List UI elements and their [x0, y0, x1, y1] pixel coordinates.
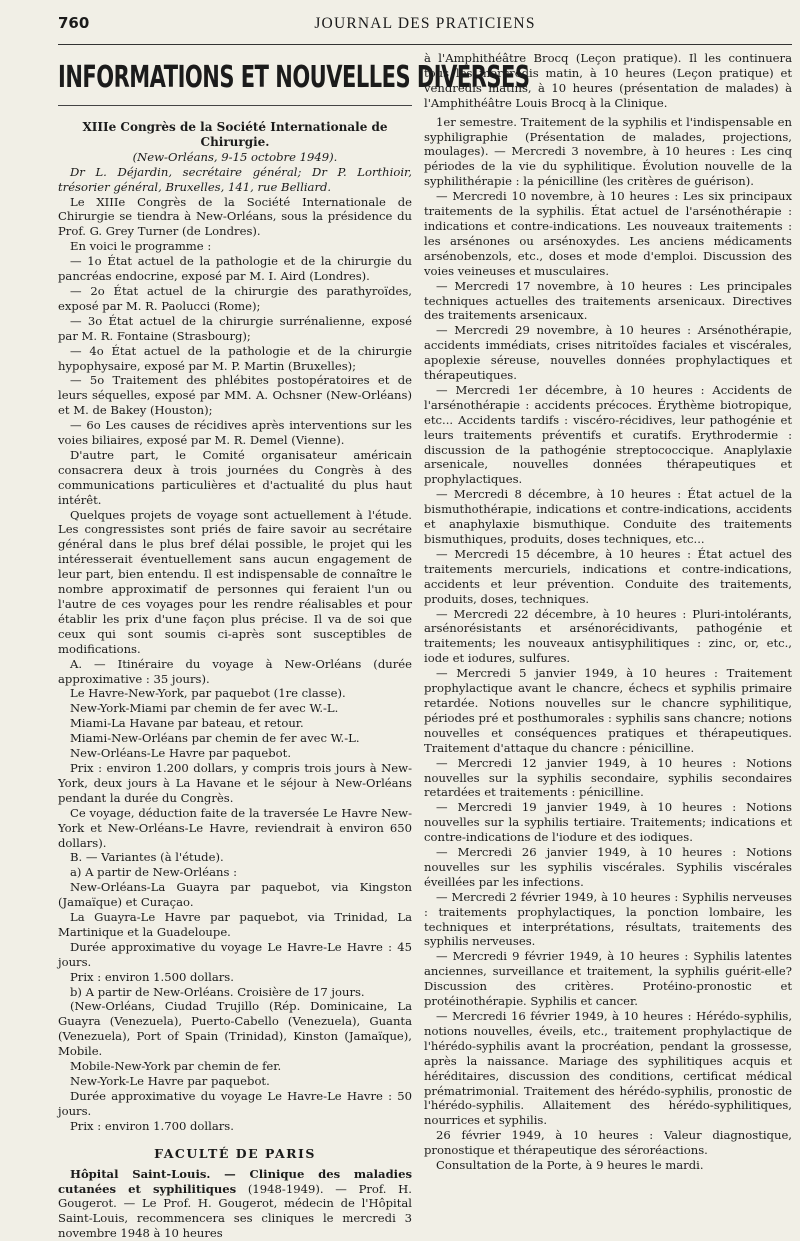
clinic-paragraph — [58, 1167, 412, 1241]
lesson-entry: — Mercredi 9 février 1949, à 10 heures : Syphilis latentes anciennes, surveillance et traitement, la syphilis guérit-elle? Discussion des critères. Protéino-pronostic et protéinothérapie. Syphilis et cancer. — [424, 949, 792, 1009]
paragraph: Ce voyage, déduction faite de la traversée Le Havre New-York et New-Orléans-Le Havre, reviendrait à environ 650 dollars). — [58, 805, 412, 850]
itinerary-line: (New-Orléans, Ciudad Trujillo (Rép. Dominicaine, La Guayra (Venezuela), Puerto-Cabello (Venezuela), Guanta (Venezuela), Port of Spain (Trinidad), Kinston (Jamaïque), Mobile. — [58, 999, 412, 1059]
itinerary-line: New-Orléans-La Guayra par paquebot, via Kingston (Jamaïque) et Curaçao. — [58, 880, 412, 910]
rubric-divider — [58, 105, 412, 106]
lesson-entry: — Mercredi 15 décembre, à 10 heures : État actuel des traitements mercuriels, indications et contre-indications, accidents et leur prévention. Conduite des traitements, produits, doses, techniques. — [424, 546, 792, 606]
itinerary-line: Mobile-New-York par chemin de fer. — [70, 1059, 282, 1074]
lesson-entry: — Mercredi 29 novembre, à 10 heures : Arsénothérapie, accidents immédiats, crises nitritoïdes faciales et viscérales, apoplexie séreuse, nouvelles données prophylactiques et thérapeutiques. — [424, 323, 792, 383]
paragraph: Quelques projets de voyage sont actuellement à l'étude. Les congressistes sont priés de faire savoir au secrétaire général dans le plus bref délai possible, le projet qui les intéresserait éventuellement sans aucun engagement de leur part, bien entendu. Il est indispensable de connaître le nombre approximatif de personnes qui feraient l'un ou l'autre de ces voyages pour les rendre réalisables et pour établir les prix d'une façon plus précise. Il va de soi que ceux qui sont soumis ci-après sont susceptibles de modifications. — [58, 507, 412, 656]
text-columns — [58, 51, 792, 1241]
paragraph: à l'Amphithéâtre Brocq (Leçon pratique). Il les continuera tous les mercredis matin, à 10 heures (Leçon pratique) et vendredis matins, à 10 heures (présentation de malades) à l'Amphithéâtre Louis Brocq à la Clinique. — [424, 51, 792, 110]
lesson-entry: Consultation de la Porte, à 9 heures le mardi. — [436, 1158, 704, 1173]
page-header — [58, 14, 792, 45]
lesson-entry: — Mercredi 17 novembre, à 10 heures : Les principales techniques actuelles des traitements arsenicaux. Directives des traitements arsenicaux. — [424, 278, 792, 323]
lesson-entry: — Mercredi 19 janvier 1949, à 10 heures : Notions nouvelles sur la syphilis tertiaire. Traitements; indications et contre-indications de l'iodure et des iodiques. — [424, 800, 792, 845]
lesson-entry: — Mercredi 1er décembre, à 10 heures : Accidents de l'arsénothérapie : accidents précoces. Érythème biotropique, etc... Accidents tardifs : viscéro-récidives, leur pathogénie et leurs traitements préventifs et curatifs. Erythrodermie : discussion de la pathogénie streptococcique. Anaplylaxie arsenicale, nouvelles données thérapeutiques et prophylactiques. — [424, 382, 792, 487]
variants-heading: B. — Variantes (à l'étude). — [70, 850, 224, 865]
right-column — [424, 51, 792, 1173]
lesson-entry: — Mercredi 26 janvier 1949, à 10 heures : Notions nouvelles sur les syphilis viscérales. Syphilis viscérales éveillées par les infections. — [424, 845, 792, 889]
clinic-text: (1948-1949). — Prof. H. Gougerot. — Le Prof. H. Gougerot, médecin de l'Hôpital Saint-Louis, recommencera ses cliniques le mercredi 3 novembre 1948 à 10 heures — [58, 1181, 412, 1241]
program-item: — 2o État actuel de la chirurgie des parathyroïdes, exposé par M. R. Paolucci (Rome); — [58, 283, 412, 313]
congress-body — [58, 165, 412, 1134]
journal-title: JOURNAL DES PRATICIENS — [314, 15, 536, 32]
itinerary-line: New-Orléans-Le Havre par paquebot. — [70, 746, 292, 761]
itinerary-line: New-York-Miami par chemin de fer avec W.-L. — [70, 701, 339, 716]
program-item: — 1o État actuel de la pathologie et de la chirurgie du pancréas endocrine, exposé par M. I. Aird (Londres). — [58, 254, 412, 284]
left-column — [58, 51, 530, 1241]
hospital-title: Hôpital Saint-Louis. — Clinique des maladies cutanées et syphilitiques — [58, 1166, 412, 1196]
lesson-entry: — Mercredi 10 novembre, à 10 heures : Les six principaux traitements de la syphilis. État actuel de l'arsénothérapie : indications et contre-indications. Les nouveaux traitements : les arsénones ou arsénoxydes. Les anciens médicaments arsénobenzols, etc., doses et mode d'emploi. Discussion des voies veineuses et musculaires. — [424, 189, 792, 278]
faculty-heading: FACULTÉ DE PARIS — [154, 1145, 316, 1161]
itinerary-line: Miami-New-Orléans par chemin de fer avec W.-L. — [70, 731, 360, 746]
duration-line: Durée approximative du voyage Le Havre-Le Havre : 45 jours. — [58, 939, 412, 969]
lesson-entry: — Mercredi 12 janvier 1949, à 10 heures : Notions nouvelles sur la syphilis secondaire, syphilis secondaires retardées et traitements : pénicilline. — [424, 755, 792, 800]
lesson-entry: — Mercredi 2 février 1949, à 10 heures : Syphilis nerveuses : traitements prophylactiques, la ponction lombaire, les techniques et interprétations, résultats, traitements des syphilis nerveuses. — [424, 889, 792, 949]
congress-date: (New-Orléans, 9-15 octobre 1949). — [132, 149, 338, 164]
itinerary-line: New-York-Le Havre par paquebot. — [70, 1074, 270, 1088]
lesson-entry: — Mercredi 8 décembre, à 10 heures : État actuel de la bismuthothérapie, indications et contre-indications, accidents et anaphylaxie bismuthique. Conduite des traitements bismuthiques, produits, doses techniques, etc... — [424, 487, 792, 546]
itinerary-line: b) A partir de New-Orléans. Croisière de 17 jours. — [70, 984, 365, 999]
program-item: — 6o Les causes de récidives après interventions sur les voies biliaires, exposé par M. R. Demel (Vienne). — [58, 418, 412, 448]
lesson-entry: — Mercredi 22 décembre, à 10 heures : Pluri-intolérants, arsénorésistants et arsénorécidivants, pathogénie et traitements; les nouveaux antisyphilitiques : zinc, or, etc., iode et iodures, sulfures. — [424, 606, 792, 666]
program-item: — 5o Traitement des phlébites postopératoires et de leurs séquelles, exposé par MM. A. Ochsner (New-Orléans) et M. de Bakey (Houston); — [58, 373, 412, 418]
lesson-entry: 26 février 1949, à 10 heures : Valeur diagnostique, pronostique et thérapeutique des séroréactions. — [424, 1128, 792, 1158]
paragraph: Le XIIIe Congrès de la Société Internationale de Chirurgie se tiendra à New-Orléans, sous la présidence du Prof. G. Grey Turner (de Londres). — [58, 194, 412, 239]
semester-heading: 1er semestre. Traitement de la syphilis et l'indispensable en syphiligraphie (Présentation de malades, projections, moulages). — Mercredi 3 novembre, à 10 heures : Les cinq périodes de la vie du syphilitique. Évolution nouvelle de la syphilithérapie : la pénicilline (les critères de guérison). — [424, 114, 792, 189]
itinerary-line: Le Havre-New-York, par paquebot (1re classe). — [70, 686, 346, 701]
program-item: — 3o État actuel de la chirurgie surrénalienne, exposé par M. R. Fontaine (Strasbourg); — [58, 313, 412, 343]
paragraph: En voici le programme : — [70, 239, 212, 254]
itinerary-heading: A. — Itinéraire du voyage à New-Orléans (durée approximative : 35 jours). — [58, 656, 412, 686]
congress-title: XIIIe Congrès de la Société Internationale de Chirurgie. — [82, 120, 388, 149]
itinerary-line: Miami-La Havane par bateau, et retour. — [70, 716, 304, 731]
program-item: — 4o État actuel de la pathologie et de la chirurgie hypophysaire, exposé par M. P. Martin (Bruxelles); — [58, 343, 412, 373]
paragraph: D'autre part, le Comité organisateur américain consacrera deux à trois journées du Congrès à des communications particulières et d'actualité du plus haut intérêt. — [58, 447, 412, 507]
itinerary-line: a) A partir de New-Orléans : — [70, 865, 237, 880]
price-line: Prix : environ 1.700 dollars. — [70, 1118, 234, 1133]
price-line: Prix : environ 1.200 dollars, y compris trois jours à New-York, deux jours à La Havane et le séjour à New-Orléans pendant la durée du Congrès. — [58, 760, 412, 805]
itinerary-line: La Guayra-Le Havre par paquebot, via Trinidad, La Martinique et la Guadeloupe. — [58, 910, 412, 939]
paragraph: Dr L. Déjardin, secrétaire général; Dr P. Lorthioir, trésorier général, Bruxelles, 141, rue Belliard. — [58, 164, 412, 194]
page-number: 760 — [58, 14, 90, 32]
lesson-entry: — Mercredi 5 janvier 1949, à 10 heures : Traitement prophylactique avant le chancre, échecs et syphilis primaire retardée. Notions nouvelles sur le chancre syphilitique, périodes pré et posthumorales : syphilis sans chancre; notions nouvelles et conséquences pratiques et thérapeutiques. Traitement d'attaque du chancre : pénicilline. — [424, 666, 792, 755]
lesson-entry: — Mercredi 16 février 1949, à 10 heures : Hérédo-syphilis, notions nouvelles, éveils, etc., traitement prophylactique de l'hérédo-syphilis avant la procréation, pendant la grossesse, après la naissance. Mariage des syphilitiques acquis et héréditaires, discussion des conditions, certificat médical prématrimonial. Traitement des hérédo-syphilis, pronostic de l'hérédo-syphilis. Allaitement des hérédo-syphilitiques, nourrices et syphilis. — [424, 1009, 792, 1128]
section-rubric: INFORMATIONS ET NOUVELLES DIVERSES — [58, 59, 530, 95]
price-line: Prix : environ 1.500 dollars. — [70, 969, 234, 984]
duration-line: Durée approximative du voyage Le Havre-Le Havre : 50 jours. — [58, 1088, 412, 1118]
